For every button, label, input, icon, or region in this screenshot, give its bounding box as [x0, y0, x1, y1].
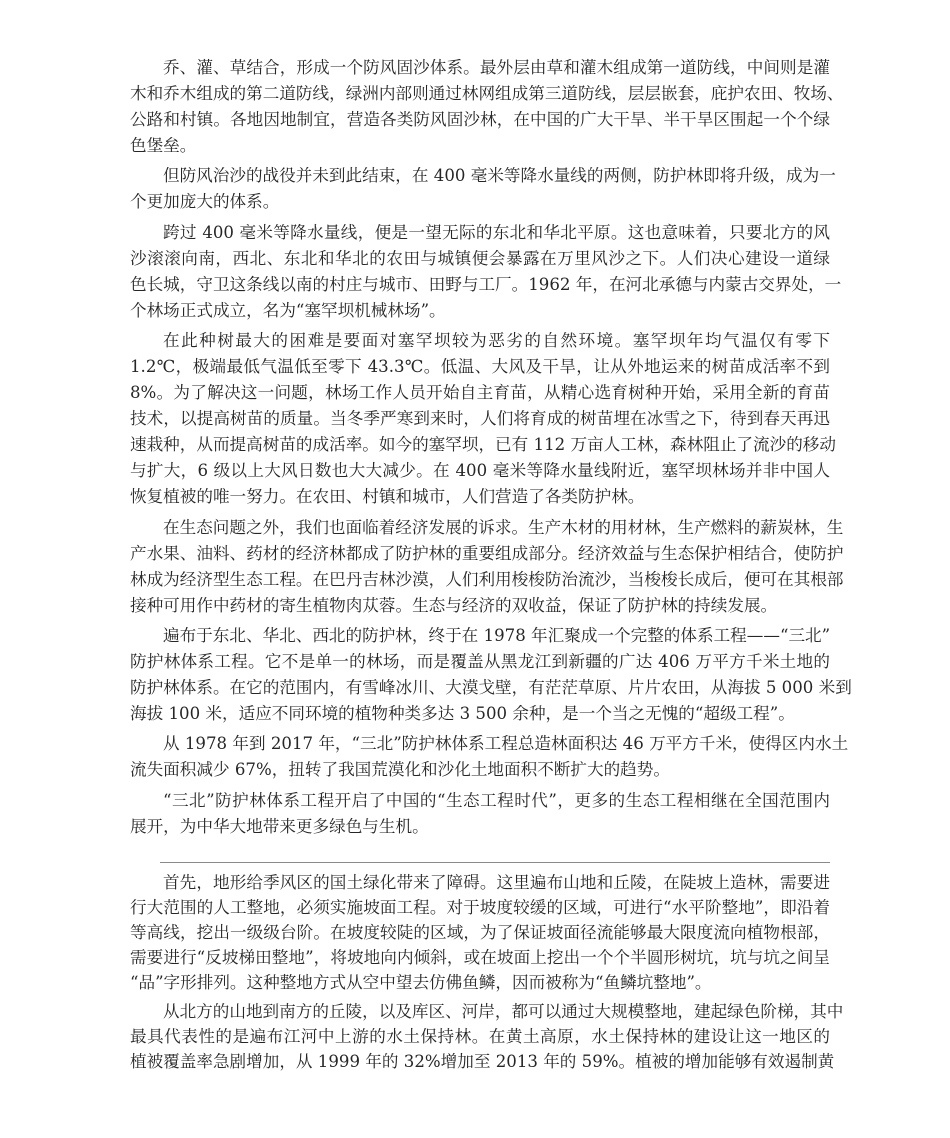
text-line: “三北”防护林体系工程开启了中国的“生态工程时代”，更多的生态工程相继在全国范围内: [163, 790, 830, 810]
text-line: 流失面积减少 67%，扭转了我国荒漠化和沙化土地面积不断扩大的趋势。: [130, 760, 670, 780]
text-line: 从 1978 年到 2017 年，“三北”防护林体系工程总造林面积达 46 万平方千米，使得区内水土: [163, 734, 849, 754]
text-line: 最具代表性的是遍布江河中上游的水土保持林。在黄土高原，水土保持林的建设让这一地区的: [130, 1027, 830, 1046]
text-line: 首先，地形给季风区的国土绿化带来了障碍。这里遍布山地和丘陵，在陡坡上造林，需要进: [163, 873, 830, 892]
text-line: 公路和村镇。各地因地制宜，营造各类防风固沙林，在中国的广大干旱、半干旱区围起一个个绿: [130, 110, 830, 129]
article-section-2: [130, 870, 844, 1078]
text-line: 技术，以提高树苗的质量。当冬季严寒到来时，人们将育成的树苗埋在冰雪之下，待到春天再迅: [130, 409, 830, 429]
text-line: 海拔 100 米，适应不同环境的植物种类多达 3 500 余种，是一个当之无愧的“超级工程”。: [130, 703, 795, 723]
text-line: 在生态问题之外，我们也面临着经济发展的诉求。生产木材的用材林，生产燃料的薪炭林，生: [163, 517, 844, 537]
section-divider: [160, 862, 830, 863]
text-line: 速栽种，从而提高树苗的成活率。如今的塞罕坝，已有 112 万亩人工林，森林阻止了流沙的移动: [130, 435, 836, 455]
text-line: 防护林体系。在它的范围内，有雪峰冰川、大漠戈壁，有茫茫草原、片片农田，从海拔 5 000 米到: [130, 677, 852, 697]
text-line: 乔、灌、草结合，形成一个防风固沙体系。最外层由草和灌木组成第一道防线，中间则是灌: [163, 58, 830, 77]
text-line: 跨过 400 毫米等降水量线，便是一望无际的东北和华北平原。这也意味着，只要北方的风: [163, 222, 830, 242]
text-line: 等高线，挖出一级级台阶。在坡度较陡的区域，为了保证坡面径流能够最大限度流向植物根部，: [130, 923, 830, 942]
text-line: 接种可用作中药材的寄生植物肉苁蓉。生态与经济的双收益，保证了防护林的持续发展。: [130, 595, 778, 615]
text-line: 色堡垒。: [130, 136, 197, 155]
text-line: 需要进行“反坡梯田整地”，将坡地向内倾斜，或在坡面上挖出一个个半圆形树坑，坑与坑之间呈: [130, 948, 830, 967]
text-line: 色长城，守卫这条线以南的村庄与城市、田野与工厂。1962 年，在河北承德与内蒙古交界处，一: [130, 274, 842, 294]
paragraph: [130, 515, 844, 619]
text-line: 从北方的山地到南方的丘陵，以及库区、河岸，都可以通过大规模整地，建起绿色阶梯，其中: [163, 1002, 844, 1021]
paragraph: [130, 328, 836, 510]
text-line: 在此种树最大的困难是要面对塞罕坝较为恶劣的自然环境。塞罕坝年均气温仅有零下: [163, 331, 830, 351]
paragraph: [130, 163, 836, 215]
text-line: 展开，为中华大地带来更多绿色与生机。: [130, 816, 429, 836]
text-line: 与扩大，6 级以上大风日数也大大减少。在 400 毫米等降水量线附近，塞罕坝林场并非中国人: [130, 461, 830, 481]
text-line: 产水果、油料、药材的经济林都成了防护林的重要组成部分。经济效益与生态保护相结合，使防护: [130, 543, 844, 563]
text-line: 个更加庞大的体系。: [130, 192, 280, 212]
text-line: “品”字形排列。这种整地方式从空中望去仿佛鱼鳞，因而被称为“鱼鳞坑整地”。: [130, 973, 712, 992]
text-line: 1.2℃，极端最低气温低至零下 43.3℃。低温、大风及干旱，让从外地运来的树苗成活率不到: [130, 357, 830, 377]
text-line: 林成为经济型生态工程。在巴丹吉林沙漠，人们利用梭梭防治流沙，当梭梭长成后，便可在其根部: [130, 569, 844, 589]
text-line: 防护林体系工程。它不是单一的林场，而是覆盖从黑龙江到新疆的广达 406 万平方千米土地的: [130, 651, 830, 671]
text-line: 木和乔木组成的第二道防线，绿洲内部则通过林网组成第三道防线，层层嵌套，庇护农田、牧场、: [130, 84, 844, 103]
article-section-1: [130, 55, 852, 844]
paragraph: [130, 731, 849, 783]
paragraph: [130, 999, 844, 1074]
text-line: 沙滚滚向南，西北、东北和华北的农田与城镇便会暴露在万里风沙之下。人们决心建设一道绿: [130, 248, 830, 268]
paragraph: [130, 623, 852, 727]
paragraph: [130, 55, 844, 159]
text-line: 但防风治沙的战役并未到此结束，在 400 毫米等降水量线的两侧，防护林即将升级，成为一: [163, 166, 836, 186]
paragraph: [130, 220, 842, 324]
text-line: 恢复植被的唯一努力。在农田、村镇和城市，人们营造了各类防护林。: [130, 487, 645, 507]
paragraph: [130, 788, 830, 840]
text-line: 遍布于东北、华北、西北的防护林，终于在 1978 年汇聚成一个完整的体系工程——“三北”: [163, 625, 831, 645]
text-line: 植被覆盖率急剧增加，从 1999 年的 32%增加至 2013 年的 59%。植被的增加能够有效遏制黄: [130, 1052, 835, 1071]
text-line: 8%。为了解决这一问题，林场工作人员开始自主育苗，从精心选育树种开始，采用全新的育苗: [130, 383, 830, 403]
paragraph: [130, 870, 830, 995]
text-line: 个林场正式成立，名为“塞罕坝机械林场”。: [130, 300, 446, 320]
text-line: 行大范围的人工整地，必须实施坡面工程。对于坡度较缓的区域，可进行“水平阶整地”，即沿着: [130, 898, 830, 917]
